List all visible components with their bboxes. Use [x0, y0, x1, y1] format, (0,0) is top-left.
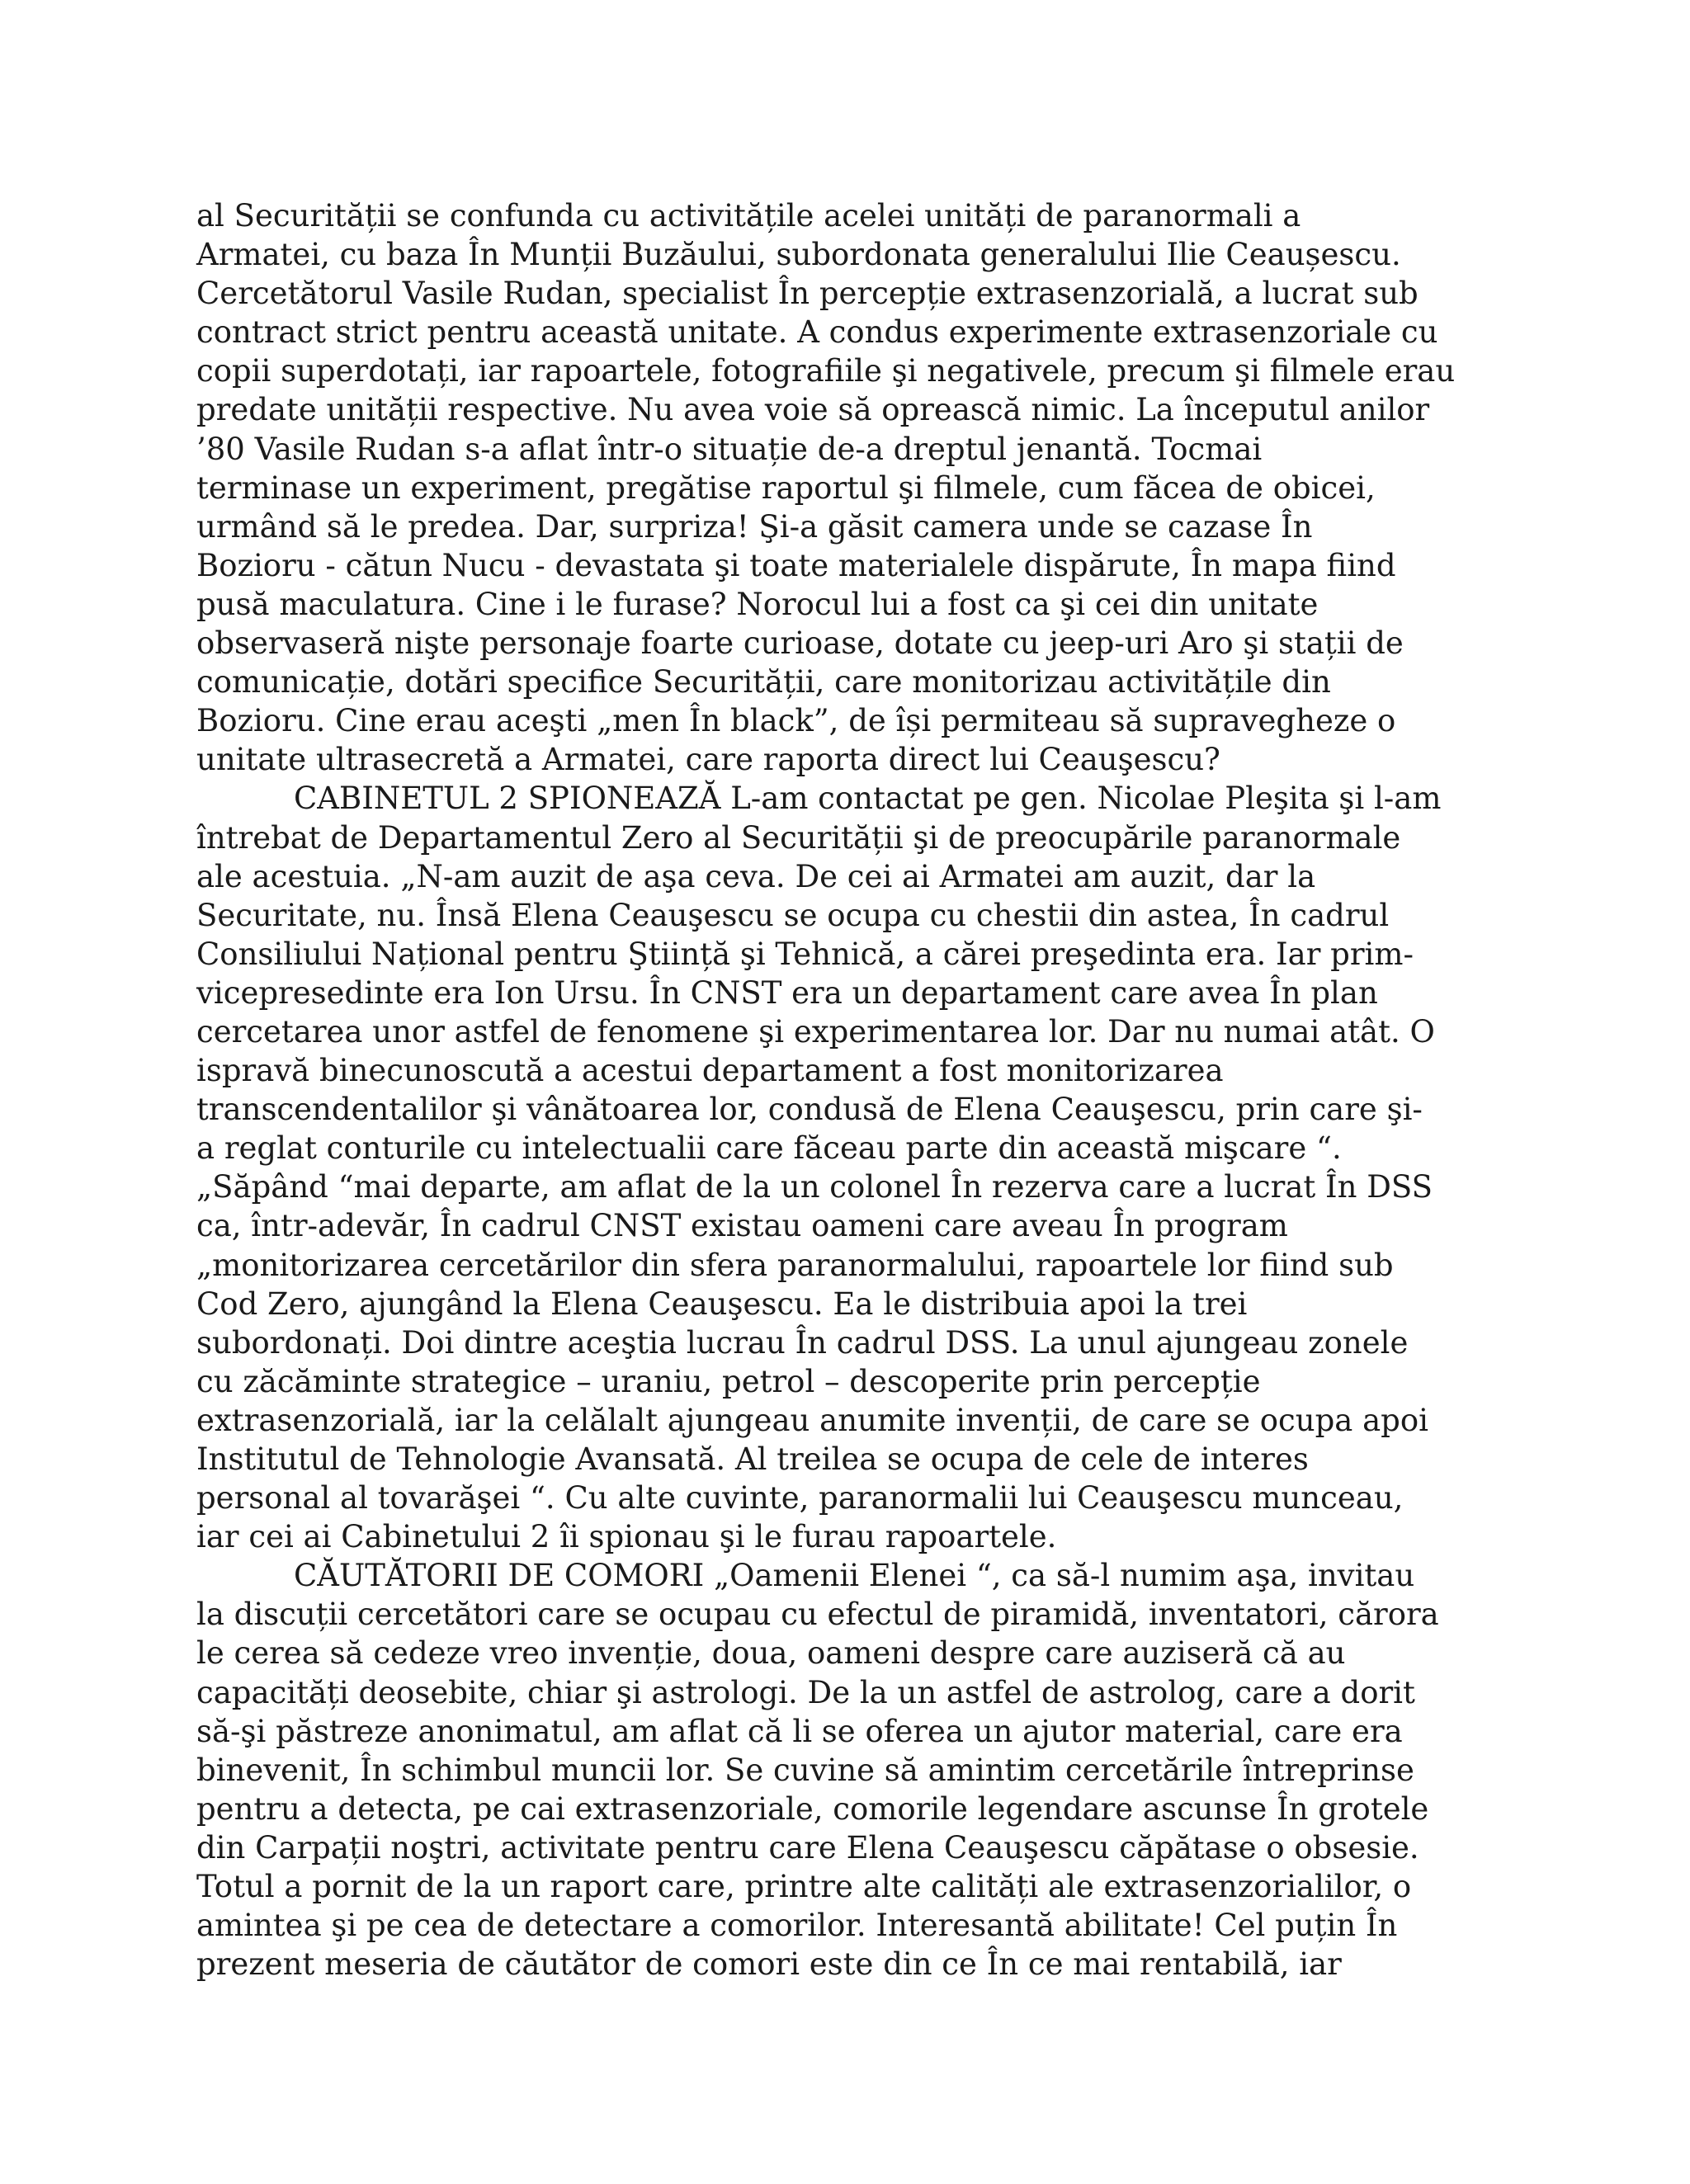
- text-line: subordonați. Doi dintre aceştia lucrau În cadrul DSS. La unul ajungeau zonele: [196, 1324, 1409, 1361]
- text-line: transcendentalilor şi vânătoarea lor, condusă de Elena Ceauşescu, prin care şi-: [196, 1092, 1423, 1128]
- text-line: Bozioru. Cine erau aceşti „men În black”, de își permiteau să supravegheze o: [196, 703, 1396, 739]
- text-line: personal al tovarăşei “. Cu alte cuvinte, paranormalii lui Ceauşescu munceau,: [196, 1480, 1404, 1517]
- text-line: Armatei, cu baza În Munții Buzăului, subordonata generalului Ilie Ceaușescu.: [196, 237, 1401, 273]
- text-line: din Carpații noştri, activitate pentru care Elena Ceauşescu căpătase o obsesie.: [196, 1829, 1419, 1866]
- text-line: cercetarea unor astfel de fenomene şi experimentarea lor. Dar nu numai atât. O: [196, 1013, 1435, 1050]
- text-line: ca, într-adevăr, În cadrul CNST existau oameni care aveau În program: [196, 1208, 1288, 1244]
- text-line: binevenit, În schimbul muncii lor. Se cuvine să amintim cercetările întreprinse: [196, 1752, 1414, 1788]
- text-line: capacități deosebite, chiar şi astrologi. De la un astfel de astrolog, care a dorit: [196, 1674, 1415, 1710]
- text-line: Institutul de Tehnologie Avansată. Al treilea se ocupa de cele de interes: [196, 1441, 1309, 1477]
- text-line: Securitate, nu. Însă Elena Ceauşescu se ocupa cu chestii din astea, În cadrul: [196, 897, 1390, 933]
- text-line: Cercetătorul Vasile Rudan, specialist În percepție extrasenzorială, a lucrat sub: [196, 276, 1419, 312]
- text-line: contract strict pentru această unitate. A condus experimente extrasenzoriale cu: [196, 314, 1438, 351]
- text-line: vicepresedinte era Ion Ursu. În CNST era un departament care avea În plan: [196, 974, 1378, 1011]
- text-line: unitate ultrasecretă a Armatei, care raporta direct lui Ceauşescu?: [196, 742, 1220, 778]
- text-line: Consiliului Național pentru Ştiință şi Tehnică, a cărei preşedinta era. Iar prim-: [196, 936, 1414, 972]
- text-line: „Săpând “mai departe, am aflat de la un colonel În rezerva care a lucrat În DSS: [196, 1169, 1433, 1205]
- text-line: Totul a pornit de la un raport care, printre alte calități ale extrasenzorialilor, o: [196, 1869, 1412, 1905]
- text-line: să-şi păstreze anonimatul, am aflat că li se oferea un ajutor material, care era: [196, 1713, 1403, 1749]
- document-page: [196, 196, 1500, 1984]
- text-line: ale acestuia. „N-am auzit de aşa ceva. De cei ai Armatei am auzit, dar la: [196, 858, 1316, 894]
- section-heading-line: CABINETUL 2 SPIONEAZĂ L-am contactat pe gen. Nicolae Pleşita şi l-am: [294, 781, 1442, 817]
- text-line: pentru a detecta, pe cai extrasenzoriale, comorile legendare ascunse În grotele: [196, 1790, 1429, 1827]
- text-line: amintea şi pe cea de detectare a comorilor. Interesantă abilitate! Cel puțin În: [196, 1908, 1398, 1944]
- text-line: copii superdotați, iar rapoartele, fotografiile şi negativele, precum şi filmele erau: [196, 353, 1456, 389]
- text-line: terminase un experiment, pregătise raportul şi filmele, cum făcea de obicei,: [196, 469, 1376, 506]
- text-line: le cerea să cedeze vreo invenție, doua, oameni despre care auziseră că au: [196, 1635, 1346, 1672]
- section-heading-line: CĂUTĂTORII DE COMORI „Oamenii Elenei “, ca să-l numim aşa, invitau: [294, 1558, 1415, 1594]
- text-line: ispravă binecunoscută a acestui departament a fost monitorizarea: [196, 1053, 1224, 1089]
- text-line: întrebat de Departamentul Zero al Securității şi de preocupările paranormale: [196, 819, 1401, 856]
- text-line: cu zăcăminte strategice – uraniu, petrol – descoperite prin percepție: [196, 1363, 1261, 1399]
- text-line: a reglat conturile cu intelectualii care făceau parte din această mişcare “.: [196, 1130, 1342, 1167]
- text-line: iar cei ai Cabinetului 2 îi spionau şi le furau rapoartele.: [196, 1519, 1057, 1555]
- text-line: la discuții cercetători care se ocupau cu efectul de piramidă, inventatori, cărora: [196, 1597, 1439, 1633]
- text-line: Bozioru - cătun Nucu - devastata şi toate materialele dispărute, În mapa fiind: [196, 547, 1396, 583]
- text-line: urmând să le predea. Dar, surpriza! Şi-a găsit camera unde se cazase În: [196, 508, 1313, 545]
- text-line: observaseră nişte personaje foarte curioase, dotate cu jeep-uri Aro şi stații de: [196, 625, 1404, 662]
- text-line: comunicație, dotări specifice Securității, care monitorizau activitățile din: [196, 664, 1331, 700]
- text-line: ’80 Vasile Rudan s-a aflat într-o situație de-a dreptul jenantă. Tocmai: [196, 431, 1263, 467]
- text-line: al Securității se confunda cu activitățile acelei unități de paranormali a: [196, 198, 1301, 233]
- text-line: pusă maculatura. Cine i le furase? Norocul lui a fost ca şi cei din unitate: [196, 586, 1319, 622]
- text-line: predate unității respective. Nu avea voie să oprească nimic. La începutul anilor: [196, 392, 1430, 428]
- text-line: „monitorizarea cercetărilor din sfera paranormalului, rapoartele lor fiind sub: [196, 1247, 1394, 1283]
- text-line: Cod Zero, ajungând la Elena Ceauşescu. Ea le distribuia apoi la trei: [196, 1285, 1248, 1322]
- text-line: prezent meseria de căutător de comori este din ce În ce mai rentabilă, iar: [196, 1946, 1342, 1983]
- text-line: extrasenzorială, iar la celălalt ajungeau anumite invenții, de care se ocupa apoi: [196, 1402, 1428, 1438]
